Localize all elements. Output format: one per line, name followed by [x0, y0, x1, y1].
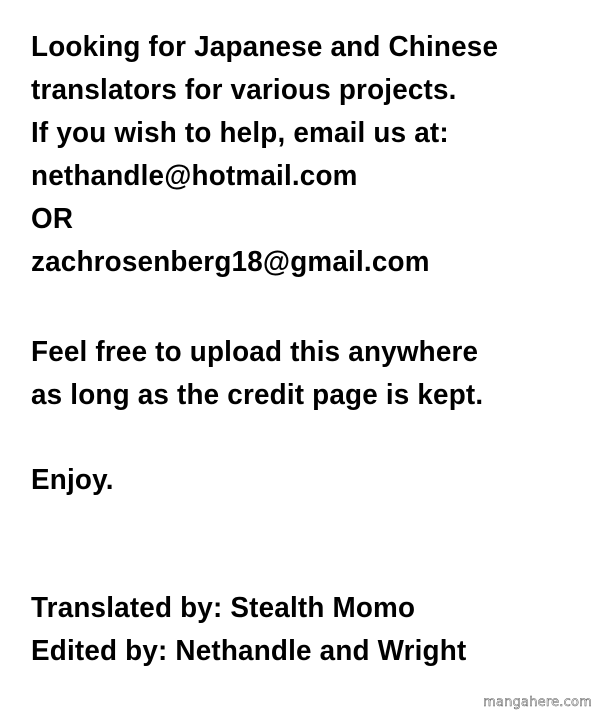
email-address-1: nethandle@hotmail.com [31, 160, 358, 192]
email-address-2: zachrosenberg18@gmail.com [31, 246, 430, 278]
recruit-line-3: If you wish to help, email us at: [31, 117, 449, 149]
edited-by-credit: Edited by: Nethandle and Wright [31, 635, 467, 667]
upload-line-1: Feel free to upload this anywhere [31, 336, 479, 368]
site-watermark: mangahere.com [483, 695, 592, 710]
recruit-line-1: Looking for Japanese and Chinese [31, 31, 499, 63]
upload-line-2: as long as the credit page is kept. [31, 379, 484, 411]
translated-by-credit: Translated by: Stealth Momo [31, 592, 416, 624]
recruit-line-2: translators for various projects. [31, 74, 457, 106]
or-text: OR [31, 203, 74, 235]
enjoy-text: Enjoy. [31, 464, 114, 496]
